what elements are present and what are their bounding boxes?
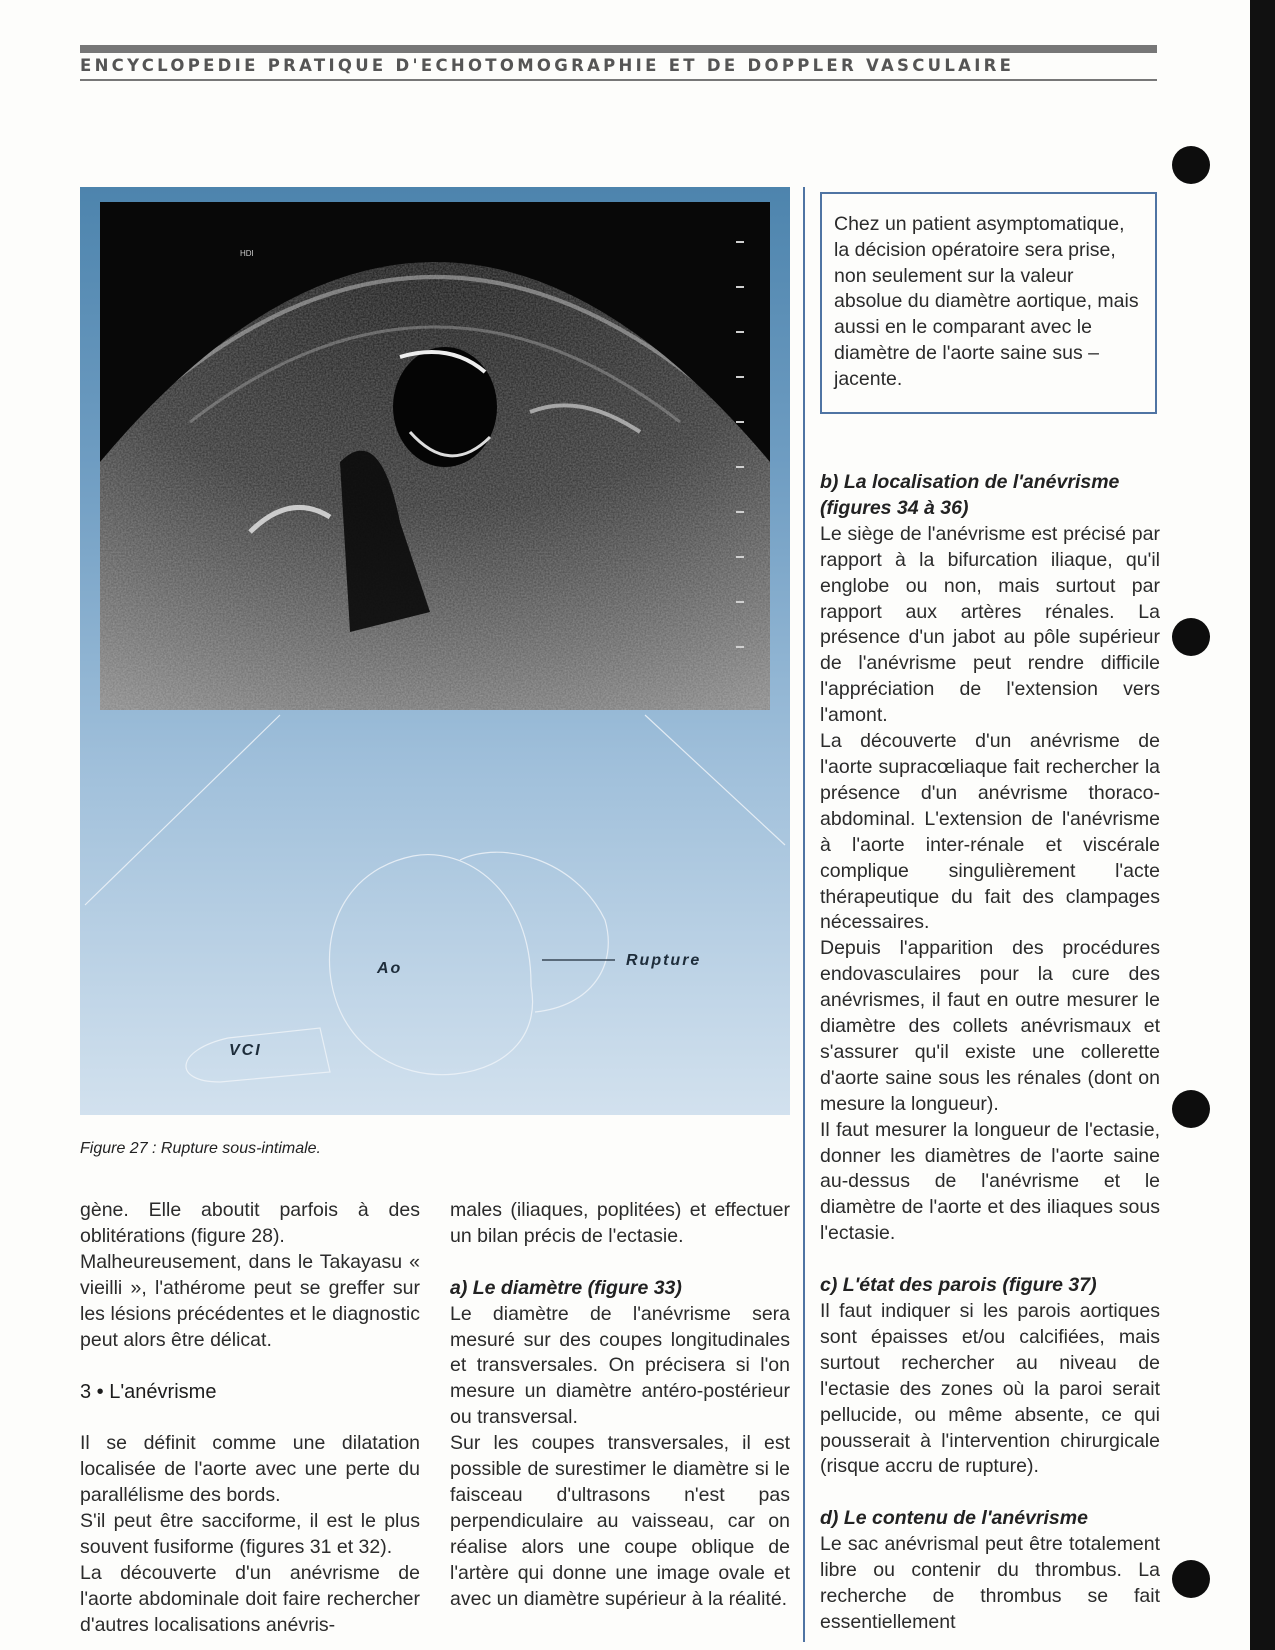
paragraph: Le siège de l'anévrisme est précisé par rapport à la bifurcation iliaque, qu'il englobe ou non, mais surtout par rapport aux artères rénales. La présence d'un jabot au pôle supérieur de l'anévrisme peut rendre difficile l'appréciation de l'extension vers l'amont. <box>820 522 1160 727</box>
section-heading-anevrisme: 3 • L'anévrisme <box>80 1381 217 1404</box>
binder-hole <box>1172 618 1210 656</box>
image-marker: HDI <box>240 249 254 258</box>
paragraph: Depuis l'apparition des procédures endovasculaires pour la cure des anévrismes, il faut en outre mesurer le diamètre des collets anévrismaux et s'assurer qu'il existe une collerette d'aorte saine sous les rénales (dont on mesure la longueur). <box>820 937 1160 1115</box>
paragraph: Le sac anévrismal peut être totalement libre ou contenir du thrombus. La recherche de thrombus se fait essentiellement <box>820 1533 1160 1633</box>
binder-hole <box>1172 1560 1210 1598</box>
header-rule <box>80 79 1157 81</box>
label-rupture: Rupture <box>626 952 702 969</box>
text-column-middle <box>450 1198 790 1612</box>
binder-hole <box>1172 1090 1210 1128</box>
ultrasound-image <box>100 202 770 710</box>
running-header: ENCYCLOPEDIE PRATIQUE D'ECHOTOMOGRAPHIE ET DE DOPPLER VASCULAIRE <box>80 56 1015 75</box>
subheading-parois: c) L'état des parois (figure 37) <box>820 1274 1097 1297</box>
sector-edge-left <box>85 715 280 905</box>
paragraph: Le diamètre de l'anévrisme sera mesuré sur des coupes longitudinales et transversales. On précisera si l'on mesure un diamètre antéro-postérieur ou transversal. <box>450 1302 790 1429</box>
paragraph: La découverte d'un anévrisme de l'aorte abdominale doit faire rechercher d'autres localisations anévris- <box>80 1561 420 1636</box>
subheading-diametre: a) Le diamètre (figure 33) <box>450 1276 682 1299</box>
paragraph: males (iliaques, poplitées) et effectuer un bilan précis de l'ectasie. <box>450 1199 790 1247</box>
schematic-diagram <box>80 710 790 1115</box>
note-box-text: Chez un patient asymptomatique, la décision opératoire sera prise, non seulement sur la valeur absolue du diamètre aortique, mais aussi en le comparant avec le diamètre de l'aorte saine sus – jacente. <box>834 213 1139 390</box>
text-column-right <box>820 470 1160 1636</box>
subheading-contenu: d) Le contenu de l'anévrisme <box>820 1507 1088 1530</box>
subheading-localisation: b) La localisation de l'anévrisme (figures 34 à 36) <box>820 471 1120 519</box>
paragraph: Il faut indiquer si les parois aortiques sont épaisses et/ou calcifiées, mais surtout rechercher au niveau de l'ectasie des zones où la paroi serait pellucide, ou même absente, ce qui pousserait à l'intervention chirurgicale (risque accru de rupture). <box>820 1299 1160 1478</box>
paragraph: Malheureusement, dans le Takayasu « vieilli », l'athérome peut se greffer sur les lésions précédentes et le diagnostic peut alors être délicat. <box>80 1250 420 1351</box>
note-box <box>820 192 1157 414</box>
paragraph: Sur les coupes transversales, il est possible de surestimer le diamètre si le faisceau d'ultrasons n'est pas perpendiculaire au vaisseau, car on réalise alors une coupe oblique de l'artère qui donne une image ovale et avec un diamètre supérieur à la réalité. <box>450 1432 790 1610</box>
aorta-outline <box>329 855 532 1075</box>
paragraph: gène. Elle aboutit parfois à des oblitérations (figure 28). <box>80 1199 420 1247</box>
figure-27-panel <box>80 187 790 1115</box>
column-divider <box>803 187 805 1642</box>
paragraph: La découverte d'un anévrisme de l'aorte supracœliaque fait rechercher la présence d'un anévrisme thoraco-abdominal. L'extension de l'anévrisme à l'aorte inter-rénale et viscérale complique singulièrement l'acte thérapeutique du fait des clampages nécessaires. <box>820 730 1160 934</box>
header-bar <box>80 45 1157 53</box>
paragraph: Il faut mesurer la longueur de l'ectasie, donner les diamètres de l'aorte saine au-dessus de l'anévrisme et le diamètre de l'aorte et des iliaques sous l'ectasie. <box>820 1118 1160 1245</box>
page-edge <box>1250 0 1275 1650</box>
figure-caption: Figure 27 : Rupture sous-intimale. <box>80 1140 321 1157</box>
label-ao: Ao <box>377 960 403 977</box>
paragraph: S'il peut être sacciforme, il est le plus souvent fusiforme (figures 31 et 32). <box>80 1509 420 1558</box>
text-column-left <box>80 1198 420 1638</box>
paragraph: Il se définit comme une dilatation localisée de l'aorte avec une perte du parallélisme des bords. <box>80 1432 420 1507</box>
rupture-outline <box>460 852 608 1012</box>
label-vci: VCI <box>229 1042 262 1059</box>
sector-edge-right <box>645 715 785 845</box>
binder-hole <box>1172 146 1210 184</box>
